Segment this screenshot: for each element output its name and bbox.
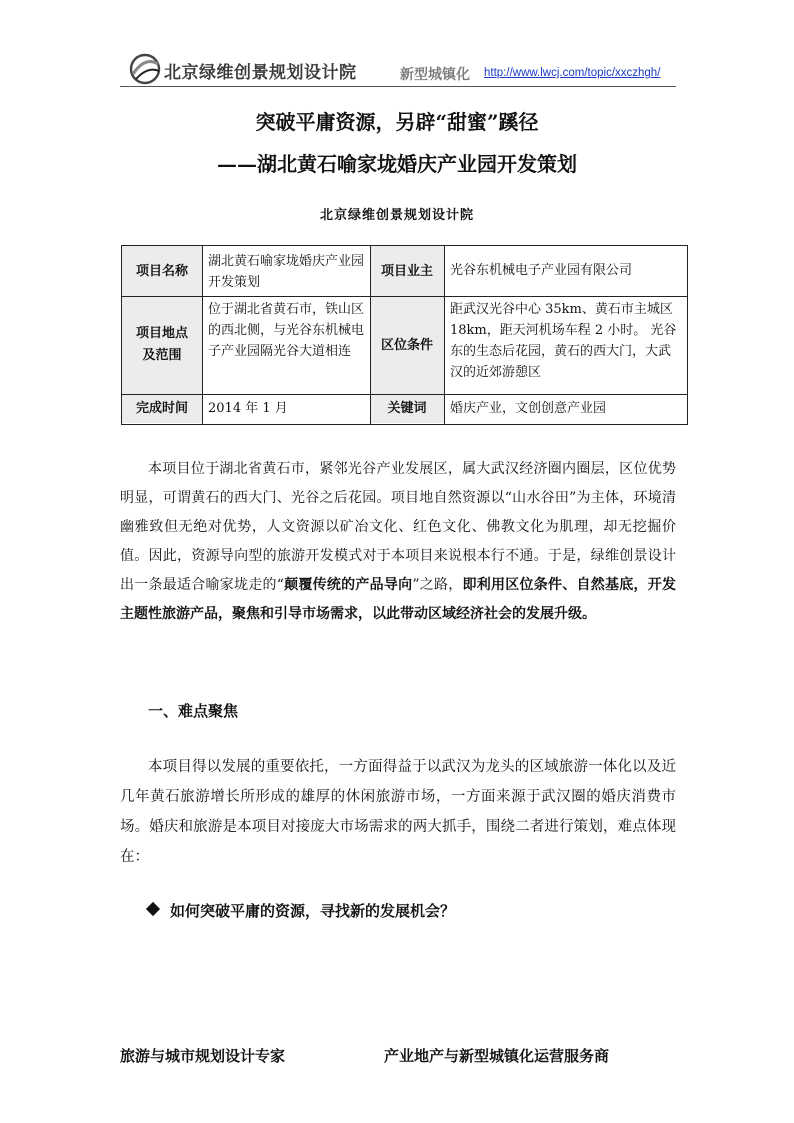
intro-emphasis: 颠覆传统的产品导向 xyxy=(283,577,413,593)
header-divider xyxy=(120,86,676,87)
company-logo-icon xyxy=(128,52,162,86)
header-org-name: 北京绿维创景规划设计院 xyxy=(164,63,357,83)
bullet-item xyxy=(148,900,455,921)
project-info-table xyxy=(121,245,688,425)
intro-text-connector: ”之路， xyxy=(412,577,463,593)
label-project-location: 项目地点及范围 xyxy=(122,296,202,394)
header-topic: 新型城镇化 xyxy=(400,67,470,83)
section-paragraph: 本项目得以发展的重要依托，一方面得益于以武汉为龙头的区域旅游一体化以及近几年黄石旅游增长所形成的雄厚的休闲旅游市场，一方面来源于武汉圈的婚庆消费市场。婚庆和旅游是本项目对接庞大市场需求的两大抓手，围绕二者进行策划，难点体现在： xyxy=(120,759,676,865)
diamond-bullet-icon xyxy=(146,902,160,916)
label-location-conditions: 区位条件 xyxy=(370,296,444,394)
footer-slogan-right: 产业地产与新型城镇化运营服务商 xyxy=(384,1047,610,1065)
value-project-location: 位于湖北省黄石市，铁山区的西北侧，与光谷东机械电子产业园隔光谷大道相连 xyxy=(208,302,365,359)
table-divider xyxy=(444,246,445,424)
intro-text: 本项目位于湖北省黄石市，紧邻光谷产业发展区，属大武汉经济圈内圈层，区位优势明显，可谓黄石的西大门、光谷之后花园。项目地自然资源以“山水谷田”为主体，环境清幽雅致但无绝对优势，人文资源以矿冶文化、红色文化、佛教文化为肌理，却无挖掘价值。因此，资源导向型的旅游开发模式对于本项目来说根本行不通。于是，绿维创景设计出一条最适合喻家垅走的“ xyxy=(120,461,676,593)
document-title: 突破平庸资源，另辟“甜蜜”蹊径 xyxy=(255,110,539,134)
footer-slogan-left: 旅游与城市规划设计专家 xyxy=(120,1047,286,1065)
label-project-owner: 项目业主 xyxy=(370,246,444,296)
section-heading: 一、难点聚焦 xyxy=(148,702,239,720)
label-keywords: 关键词 xyxy=(370,394,444,423)
label-completion-time: 完成时间 xyxy=(122,394,202,423)
intro-emphasis-conclusion: 即利用区位条件、自然基底，开发主题性旅游产品，聚焦和引导市场需求，以此带动区域经济社会的发展升级。 xyxy=(120,577,676,622)
bullet-text: 如何突破平庸的资源，寻找新的发展机会？ xyxy=(170,902,456,920)
table-divider xyxy=(370,246,371,424)
intro-paragraph xyxy=(120,455,676,629)
value-project-name: 湖北黄石喻家垅婚庆产业园开发策划 xyxy=(208,254,365,290)
table-divider xyxy=(122,296,687,297)
value-completion-time: 2014 年 1 月 xyxy=(208,401,288,416)
table-divider xyxy=(122,394,687,395)
value-project-owner: 光谷东机械电子产业园有限公司 xyxy=(450,263,633,278)
label-project-name: 项目名称 xyxy=(122,246,202,296)
document-author: 北京绿维创景规划设计院 xyxy=(319,208,474,223)
value-location-conditions: 距武汉光谷中心 35km、黄石市主城区 18km，距天河机场车程 2 小时。 光谷东的生态后花园，黄石的西大门，大武汉的近郊游憩区 xyxy=(450,302,677,380)
table-divider xyxy=(202,246,203,424)
document-subtitle: ——湖北黄石喻家垅婚庆产业园开发策划 xyxy=(217,152,577,176)
value-keywords: 婚庆产业，文创创意产业园 xyxy=(450,401,607,416)
header-topic-link[interactable]: http://www.lwcj.com/topic/xxczhgh/ xyxy=(484,67,661,79)
